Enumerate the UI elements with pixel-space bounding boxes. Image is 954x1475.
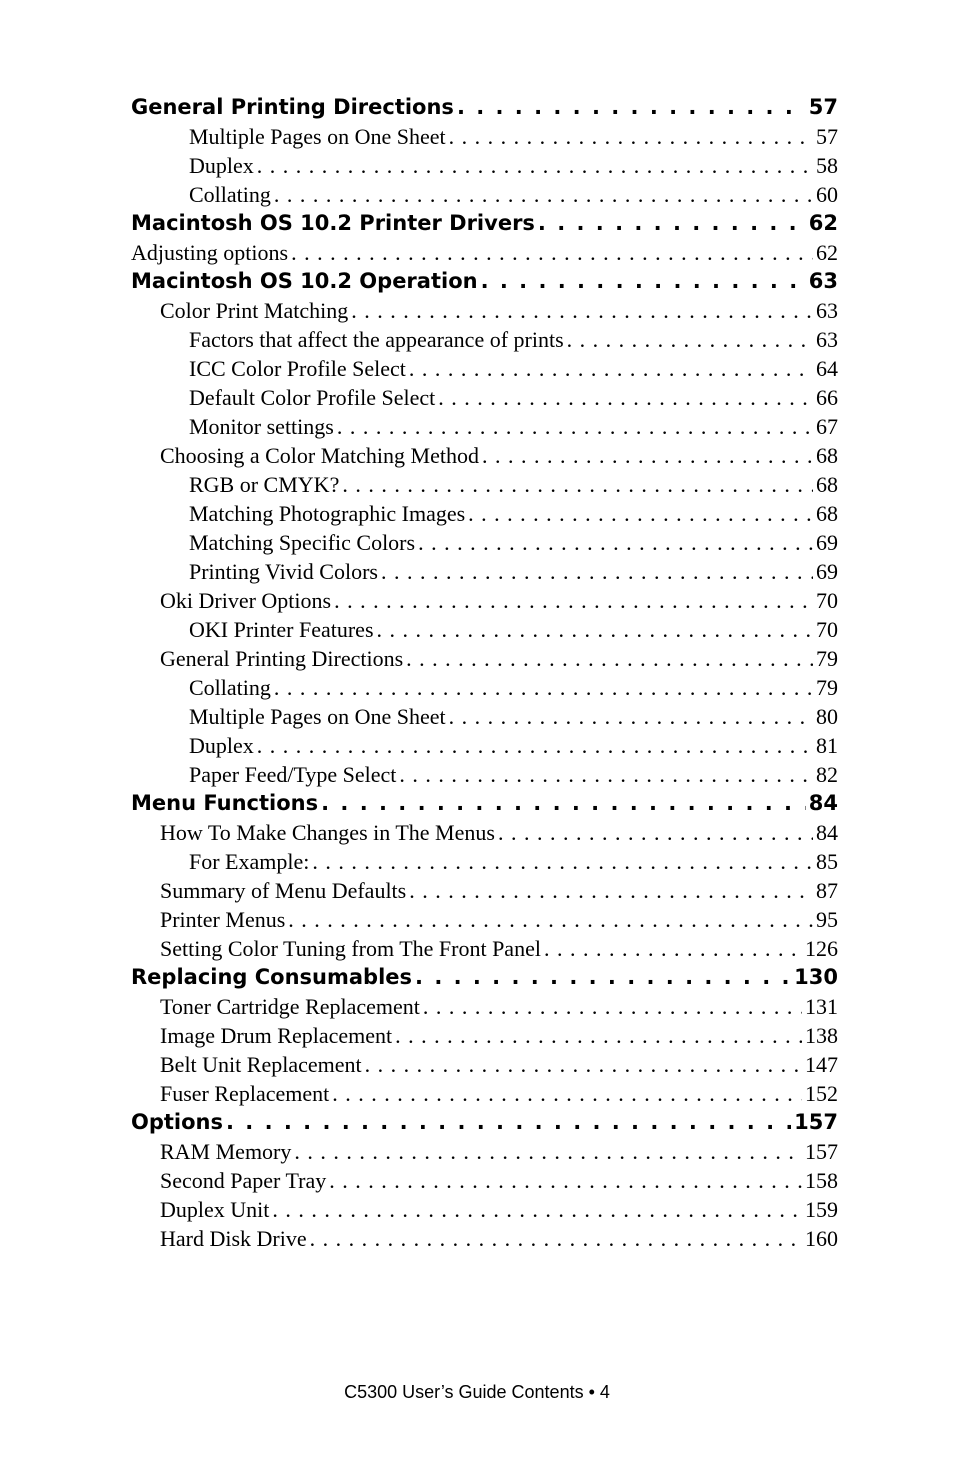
toc-entry[interactable] [131, 383, 838, 412]
toc-entry-title: Macintosh OS 10.2 Printer Drivers [131, 211, 535, 235]
toc-entry-title: Printing Vivid Colors [189, 559, 378, 584]
toc-entry-page-number: 159 [805, 1197, 838, 1222]
toc-entry-title: Choosing a Color Matching Method [160, 443, 479, 468]
toc-entry-page-number: 158 [805, 1168, 838, 1193]
dot-leader [337, 412, 813, 441]
toc-entry[interactable] [131, 325, 838, 354]
dot-leader [415, 963, 791, 992]
toc-entry-title: Matching Specific Colors [189, 530, 416, 555]
dot-leader [399, 760, 813, 789]
dot-leader [418, 528, 813, 557]
toc-entry-title: Monitor settings [189, 414, 334, 439]
dot-leader [332, 1079, 802, 1108]
toc-entry-page-number: 79 [816, 646, 838, 671]
dot-leader [395, 1021, 802, 1050]
toc-entry-page-number: 84 [816, 820, 838, 845]
toc-entry-title: OKI Printer Features [189, 617, 374, 642]
toc-entry[interactable] [131, 499, 838, 528]
toc-chapter-entry[interactable] [131, 267, 838, 296]
toc-entry-page-number: 126 [805, 936, 838, 961]
toc-entry[interactable] [131, 1021, 838, 1050]
toc-entry-page-number: 64 [816, 356, 838, 381]
toc-entry[interactable] [131, 731, 838, 760]
toc-entry-page-number: 85 [816, 849, 838, 874]
toc-entry-title: Hard Disk Drive [160, 1226, 307, 1251]
toc-chapter-entry[interactable] [131, 789, 838, 818]
toc-entry[interactable] [131, 1050, 838, 1079]
dot-leader [567, 325, 813, 354]
toc-entry[interactable] [131, 238, 838, 267]
toc-entry-page-number: 63 [808, 269, 838, 293]
toc-entry-title: Options [131, 1110, 223, 1134]
toc-entry-title: Macintosh OS 10.2 Operation [131, 269, 478, 293]
dot-leader [288, 905, 813, 934]
dot-leader [406, 644, 813, 673]
toc-entry-title: General Printing Directions [160, 646, 404, 671]
toc-entry-title: Setting Color Tuning from The Front Panel [160, 936, 541, 961]
dot-leader [321, 789, 806, 818]
toc-entry-title: Oki Driver Options [160, 588, 332, 613]
toc-entry[interactable] [131, 180, 838, 209]
toc-entry[interactable] [131, 354, 838, 383]
toc-chapter-entry[interactable] [131, 209, 838, 238]
toc-entry-title: Image Drum Replacement [160, 1023, 393, 1048]
toc-entry[interactable] [131, 1224, 838, 1253]
toc-entry-page-number: 68 [816, 472, 838, 497]
toc-entry[interactable] [131, 702, 838, 731]
toc-entry[interactable] [131, 1166, 838, 1195]
toc-chapter-entry[interactable] [131, 93, 838, 122]
toc-entry[interactable] [131, 760, 838, 789]
toc-entry-title: Printer Menus [160, 907, 286, 932]
table-of-contents [131, 93, 838, 1253]
toc-entry[interactable] [131, 644, 838, 673]
dot-leader [294, 1137, 802, 1166]
toc-entry[interactable] [131, 557, 838, 586]
toc-entry-page-number: 68 [816, 501, 838, 526]
toc-entry-title: For Example: [189, 849, 310, 874]
dot-leader [409, 876, 813, 905]
dot-leader [351, 296, 813, 325]
toc-entry-title: Multiple Pages on One Sheet [189, 124, 446, 149]
toc-entry[interactable] [131, 905, 838, 934]
toc-entry[interactable] [131, 673, 838, 702]
page-footer: C5300 User’s Guide Contents • 4 [344, 1382, 610, 1402]
toc-entry-page-number: 87 [816, 878, 838, 903]
dot-leader [365, 1050, 802, 1079]
toc-entry[interactable] [131, 1079, 838, 1108]
dot-leader [329, 1166, 802, 1195]
dot-leader [310, 1224, 802, 1253]
toc-entry-title: Replacing Consumables [131, 965, 413, 989]
toc-entry-page-number: 58 [816, 153, 838, 178]
toc-entry-page-number: 157 [805, 1139, 838, 1164]
dot-leader [423, 992, 802, 1021]
toc-entry-page-number: 147 [805, 1052, 838, 1077]
toc-chapter-entry[interactable] [131, 963, 838, 992]
toc-entry[interactable] [131, 441, 838, 470]
toc-entry[interactable] [131, 818, 838, 847]
toc-entry-title: Duplex Unit [160, 1197, 270, 1222]
toc-entry[interactable] [131, 151, 838, 180]
toc-entry-title: RAM Memory [160, 1139, 292, 1164]
toc-entry-page-number: 80 [816, 704, 838, 729]
toc-entry-page-number: 68 [816, 443, 838, 468]
toc-entry-page-number: 62 [808, 211, 838, 235]
toc-entry-page-number: 70 [816, 588, 838, 613]
dot-leader [381, 557, 813, 586]
toc-entry-title: Duplex [189, 733, 254, 758]
dot-leader [342, 470, 813, 499]
toc-entry-title: Fuser Replacement [160, 1081, 330, 1106]
toc-entry-page-number: 69 [816, 559, 838, 584]
toc-entry-title: RGB or CMYK? [189, 472, 340, 497]
toc-entry[interactable] [131, 1195, 838, 1224]
dot-leader [449, 122, 813, 151]
toc-entry[interactable] [131, 122, 838, 151]
toc-entry-page-number: 95 [816, 907, 838, 932]
toc-entry-title: Default Color Profile Select [189, 385, 436, 410]
toc-entry[interactable] [131, 528, 838, 557]
toc-entry-page-number: 69 [816, 530, 838, 555]
toc-entry[interactable] [131, 876, 838, 905]
toc-entry[interactable] [131, 1137, 838, 1166]
toc-entry-page-number: 81 [816, 733, 838, 758]
toc-chapter-entry[interactable] [131, 1108, 838, 1137]
toc-entry-title: ICC Color Profile Select [189, 356, 406, 381]
dot-leader [498, 818, 813, 847]
dot-leader [544, 934, 802, 963]
toc-entry-page-number: 82 [816, 762, 838, 787]
dot-leader [409, 354, 813, 383]
toc-entry-page-number: 60 [816, 182, 838, 207]
toc-entry-title: Color Print Matching [160, 298, 349, 323]
toc-entry-title: Factors that affect the appearance of prints [189, 327, 564, 352]
toc-entry[interactable] [131, 934, 838, 963]
toc-entry-page-number: 84 [808, 791, 838, 815]
toc-entry-page-number: 160 [805, 1226, 838, 1251]
toc-entry[interactable] [131, 615, 838, 644]
toc-entry-title: How To Make Changes in The Menus [160, 820, 495, 845]
dot-leader [438, 383, 813, 412]
toc-entry-title: Adjusting options [131, 240, 289, 265]
toc-entry[interactable] [131, 992, 838, 1021]
dot-leader [482, 441, 813, 470]
toc-entry[interactable] [131, 470, 838, 499]
dot-leader [457, 93, 806, 122]
toc-entry-page-number: 67 [816, 414, 838, 439]
toc-entry[interactable] [131, 586, 838, 615]
dot-leader [312, 847, 813, 876]
dot-leader [274, 180, 813, 209]
dot-leader [274, 673, 813, 702]
toc-entry-page-number: 79 [816, 675, 838, 700]
dot-leader [291, 238, 813, 267]
dot-leader [449, 702, 813, 731]
toc-entry-page-number: 138 [805, 1023, 838, 1048]
toc-entry-title: Second Paper Tray [160, 1168, 327, 1193]
toc-entry-title: Belt Unit Replacement [160, 1052, 362, 1077]
toc-entry-page-number: 130 [794, 965, 838, 989]
toc-entry-title: Duplex [189, 153, 254, 178]
toc-entry-page-number: 63 [816, 327, 838, 352]
toc-entry-page-number: 57 [816, 124, 838, 149]
toc-entry-page-number: 131 [805, 994, 838, 1019]
dot-leader [334, 586, 813, 615]
dot-leader [257, 731, 813, 760]
dot-leader [257, 151, 813, 180]
toc-entry-page-number: 70 [816, 617, 838, 642]
dot-leader [468, 499, 813, 528]
toc-entry[interactable] [131, 412, 838, 441]
toc-entry-title: Collating [189, 182, 271, 207]
toc-entry-title: Multiple Pages on One Sheet [189, 704, 446, 729]
toc-entry-page-number: 63 [816, 298, 838, 323]
dot-leader [538, 209, 806, 238]
toc-entry-title: Summary of Menu Defaults [160, 878, 407, 903]
toc-entry-title: Menu Functions [131, 791, 319, 815]
toc-entry-title: General Printing Directions [131, 95, 454, 119]
toc-entry[interactable] [131, 296, 838, 325]
toc-entry-page-number: 62 [816, 240, 838, 265]
toc-entry-page-number: 157 [794, 1110, 838, 1134]
dot-leader [481, 267, 806, 296]
toc-entry-page-number: 66 [816, 385, 838, 410]
toc-entry-title: Collating [189, 675, 271, 700]
dot-leader [377, 615, 813, 644]
toc-entry-page-number: 57 [808, 95, 838, 119]
toc-entry-title: Paper Feed/Type Select [189, 762, 397, 787]
toc-entry-page-number: 152 [805, 1081, 838, 1106]
toc-entry[interactable] [131, 847, 838, 876]
toc-entry-title: Matching Photographic Images [189, 501, 466, 526]
dot-leader [272, 1195, 802, 1224]
toc-entry-title: Toner Cartridge Replacement [160, 994, 420, 1019]
dot-leader [226, 1108, 791, 1137]
